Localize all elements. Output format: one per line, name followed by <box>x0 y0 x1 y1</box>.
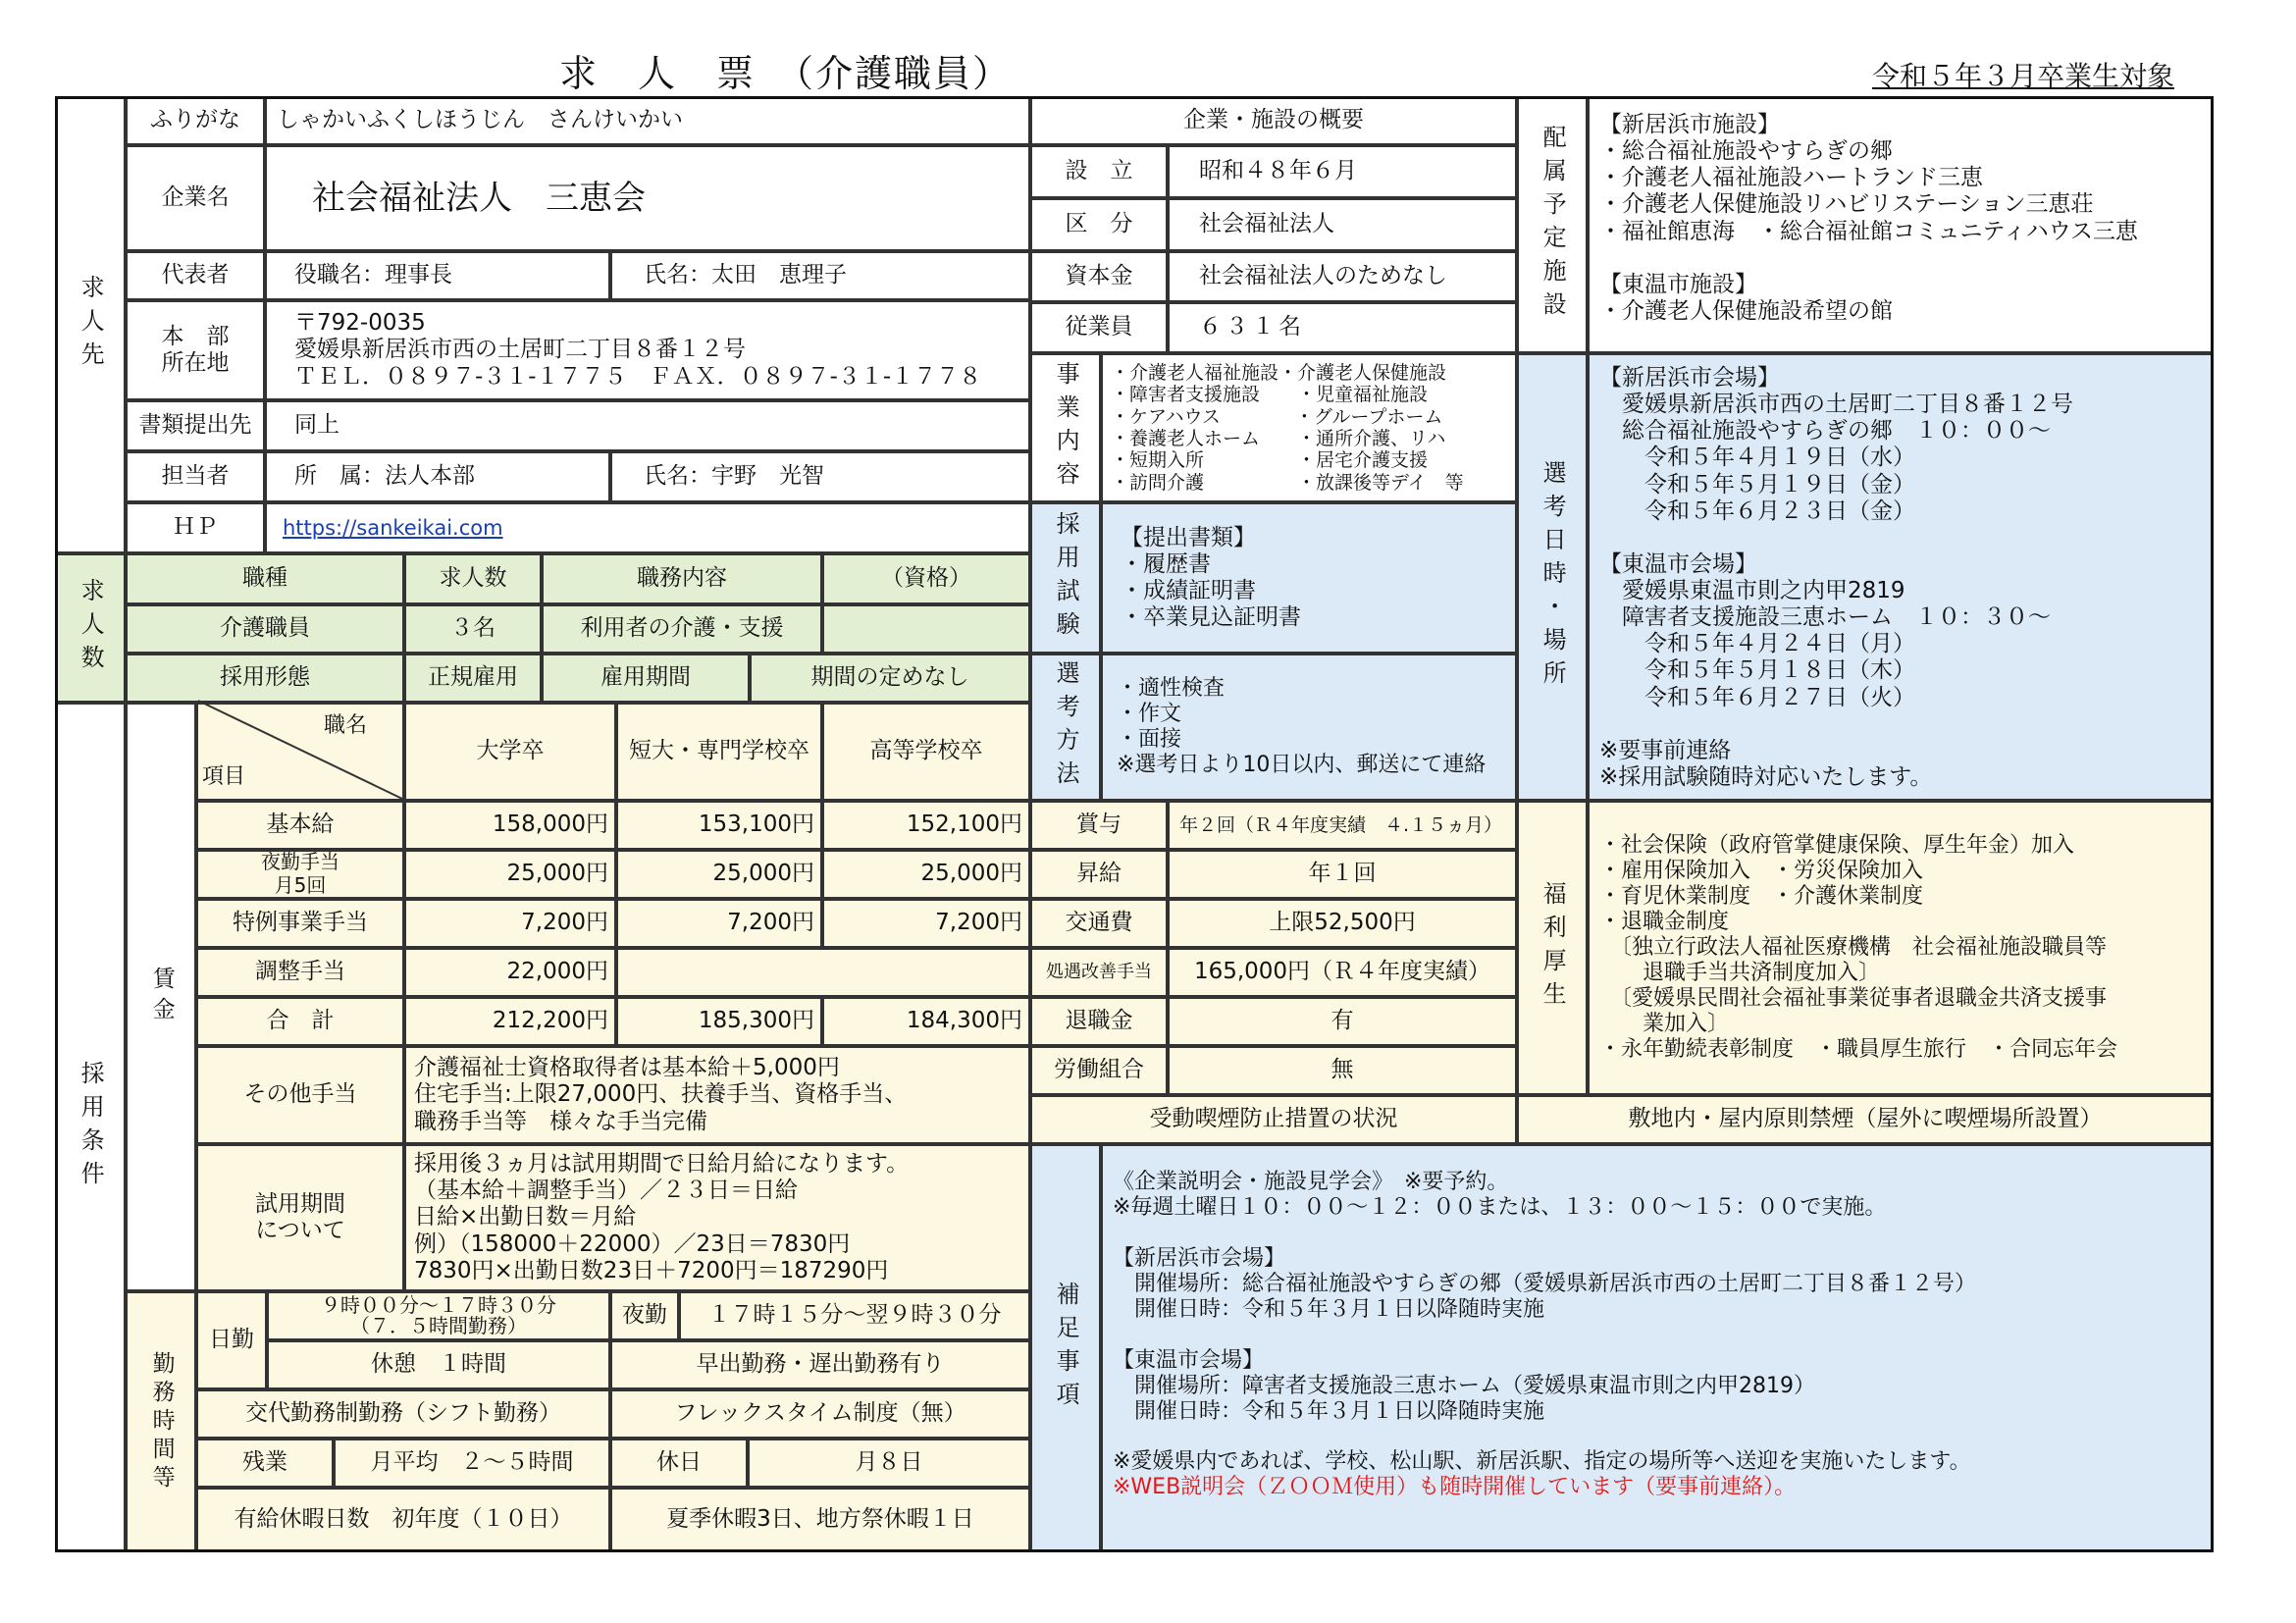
other-allowance-label: その他手当 <box>196 1046 404 1144</box>
wage-cell: 158,000円 <box>404 801 616 850</box>
bonus-value: 年２回（Ｒ４年度実績 ４.１５ヵ月） <box>1168 801 1517 850</box>
count-value: ３名 <box>404 604 542 654</box>
adjust-label: 調整手当 <box>196 948 404 997</box>
docs-value: 同上 <box>265 400 1030 451</box>
smoking-value: 敷地内・屋内原則禁煙（屋外に喫煙場所設置） <box>1517 1095 2214 1144</box>
hq-address: 〒792-0035 愛媛県新居浜市西の土居町二丁目８番１２号 ＴＥＬ．０８９７-３１-１７７５ ＦＡＸ．０８９７-３１-１７７８ <box>265 300 1030 400</box>
assignment-value: 【新居浜市施設】 ・総合福祉施設やすらぎの郷 ・介護老人福祉施設ハートランド三恵 ・介護老人保健施設リハビリステーション三恵荘 ・福祉館恵海 ・総合福祉館コミュニティハウス三恵 【東温市施設】 ・介護老人保健施設希望の館 <box>1588 96 2214 353</box>
hp-link[interactable]: https://sankeikai.com <box>265 502 1030 553</box>
employment-form-label: 採用形態 <box>126 654 404 703</box>
capital-value: 社会福祉法人のためなし <box>1168 251 1517 302</box>
hq-label: 本 部 所在地 <box>126 300 265 400</box>
wage-label: 賃金 <box>126 703 196 1291</box>
early-late-value: 早出勤務・遅出勤務有り <box>610 1340 1030 1389</box>
overview-header: 企業・施設の概要 <box>1030 96 1517 145</box>
paid-leave-value: 有給休暇日数 初年度（１０日） <box>196 1488 610 1552</box>
employment-period-label: 雇用期間 <box>542 654 750 703</box>
contact-name: 氏名：宇野 光智 <box>610 451 1030 502</box>
retirement-label: 退職金 <box>1030 997 1168 1046</box>
break-value: 休憩 １時間 <box>267 1340 610 1389</box>
duty-value: 利用者の介護・支援 <box>542 604 822 654</box>
wage-cell: 7,200円 <box>822 899 1030 948</box>
wage-cell: 25,000円 <box>822 850 1030 899</box>
night-shift-label: 夜勤 <box>610 1291 679 1340</box>
overtime-value: 月平均 ２～５時間 <box>334 1439 610 1488</box>
furigana-value: しゃかいふくしほうじん さんけいかい <box>265 96 1030 145</box>
raise-label: 昇給 <box>1030 850 1168 899</box>
founded-value: 昭和４８年６月 <box>1168 145 1517 198</box>
qual-header: （資格） <box>822 553 1030 604</box>
employment-period-value: 期間の定めなし <box>750 654 1030 703</box>
other-allowance-value: 介護福祉士資格取得者は基本給＋5,000円 住宅手当:上限27,000円、扶養手当、資格手当、 職務手当等 様々な手当完備 <box>404 1046 1030 1144</box>
day-shift-value: ９時００分～１７時３０分 （７．５時間勤務） <box>267 1291 610 1340</box>
wage-cell: 25,000円 <box>404 850 616 899</box>
day-shift-label: 日勤 <box>196 1291 267 1389</box>
adjust-value: 22,000円 <box>404 948 616 997</box>
shift-work-value: 交代勤務制勤務（シフト勤務） <box>196 1389 610 1439</box>
holiday-value: 月８日 <box>748 1439 1030 1488</box>
smoking-label: 受動喫煙防止措置の状況 <box>1030 1095 1517 1144</box>
company-name-label: 企業名 <box>126 145 265 251</box>
notes-label: 補足事項 <box>1030 1144 1101 1552</box>
trial-label: 試用期間 について <box>196 1144 404 1291</box>
type-label: 区 分 <box>1030 198 1168 251</box>
representative-label: 代表者 <box>126 251 265 300</box>
adjust-empty <box>616 948 1030 997</box>
notes-web: ※WEB説明会（ＺＯＯＭ使用）も随時開催しています（要事前連絡）。 <box>1113 1475 1797 1500</box>
count-header: 求人数 <box>404 553 542 604</box>
wage-cell: 152,100円 <box>822 801 1030 850</box>
wage-row-label: 基本給 <box>196 801 404 850</box>
hp-label: ＨＰ <box>126 502 265 553</box>
wage-cell: 25,000円 <box>616 850 822 899</box>
col-university: 大学卒 <box>404 703 616 801</box>
representative-name: 氏名：太田 恵理子 <box>610 251 1030 300</box>
assignment-label: 配属予定施設 <box>1517 96 1588 353</box>
union-label: 労働組合 <box>1030 1046 1168 1095</box>
col-highschool: 高等学校卒 <box>822 703 1030 801</box>
contact-dept: 所 属：法人本部 <box>265 451 610 502</box>
notes-text: 《企業説明会・施設見学会》 ※要予約。 ※毎週土曜日１０：００～１２：００または、１３：００～１５：００で実施。 【新居浜市会場】 開催場所：総合福祉施設やすらぎの郷（愛媛県新居浜市西の土居町二丁目８番１２号） 開催日時：令和５年３月１日以降随時実施 【東温市会場】 開催場所：障害者支援施設三恵ホーム（愛媛県東温市則之内甲2819） 開催日時：令和５年３月１日以降随時実施 ※愛媛県内であれば、学校、松山駅、新居浜駅、指定の場所等へ送迎を実施いたします。 <box>1113 1170 1977 1475</box>
duty-header: 職務内容 <box>542 553 822 604</box>
wage-cell: 7,200円 <box>616 899 822 948</box>
job-value: 介護職員 <box>126 604 404 654</box>
company-name: 社会福祉法人 三恵会 <box>265 145 1030 251</box>
dates-value: 【新居浜市会場】 愛媛県新居浜市西の土居町二丁目８番１２号 総合福祉施設やすらぎの郷 １０：００～ 令和５年４月１９日（水） 令和５年５月１９日（金） 令和５年６月２３日（金） 【東温市会場】 愛媛県東温市則之内甲2819 障害者支援施設三恵ホーム １０：３０～ 令和５年４月２４日（月） 令和５年５月１８日（木） 令和５年６月２７日（火） ※要事前連絡 ※採用試験随時対応いたします。 <box>1588 353 2214 801</box>
wage-row-label: 特例事業手当 <box>196 899 404 948</box>
treatment-value: 165,000円（Ｒ４年度実績） <box>1168 948 1517 997</box>
union-value: 無 <box>1168 1046 1517 1095</box>
employees-value: ６３１名 <box>1168 302 1517 353</box>
bonus-label: 賞与 <box>1030 801 1168 850</box>
total-cell: 184,300円 <box>822 997 1030 1046</box>
welfare-value: ・社会保険（政府管掌健康保険、厚生年金）加入 ・雇用保険加入 ・労災保険加入 ・育児休業制度 ・介護休業制度 ・退職金制度 〔独立行政法人福祉医療機構 社会福祉施設職員等 退職手当共済制度加入〕 〔愛媛県民間社会福祉事業従事者退職金共済支援事 業加入〕 ・永年勤続表彰制度 ・職員厚生旅行 ・合同忘年会 <box>1588 801 2214 1095</box>
welfare-label: 福利厚生 <box>1517 801 1588 1095</box>
total-label: 合 計 <box>196 997 404 1046</box>
retirement-value: 有 <box>1168 997 1517 1046</box>
dates-label: 選考日時・場所 <box>1517 353 1588 801</box>
notes-body <box>1101 1144 2214 1552</box>
section-openings: 求人数 <box>55 553 126 703</box>
business-value: ・介護老人福祉施設・介護老人保健施設 ・障害者支援施設 ・児童福祉施設 ・ケアハウス ・グループホーム ・養護老人ホーム ・通所介護、リハ ・短期入所 ・居宅介護支援 ・訪問介護 ・放課後等デイ 等 <box>1101 353 1517 502</box>
hours-label: 勤務時間等 <box>126 1291 196 1552</box>
wage-row-label: 夜勤手当 月5回 <box>196 850 404 899</box>
section-employer: 求人先 <box>55 96 126 553</box>
representative-title: 役職名：理事長 <box>265 251 610 300</box>
employment-form-value: 正規雇用 <box>404 654 542 703</box>
contact-label: 担当者 <box>126 451 265 502</box>
job-header: 職種 <box>126 553 404 604</box>
docs-label: 書類提出先 <box>126 400 265 451</box>
diag-top-label: 職名 <box>324 713 368 738</box>
employees-label: 従業員 <box>1030 302 1168 353</box>
section-conditions: 採用条件 <box>55 703 126 1552</box>
target-label: 令和５年３月卒業生対象 <box>1872 60 2175 92</box>
treatment-label: 処遇改善手当 <box>1030 948 1168 997</box>
night-shift-value: １７時１５分～翌９時３０分 <box>679 1291 1030 1340</box>
commute-label: 交通費 <box>1030 899 1168 948</box>
furigana-label: ふりがな <box>126 96 265 145</box>
flextime-value: フレックスタイム制度（無） <box>610 1389 1030 1439</box>
holiday-label: 休日 <box>610 1439 748 1488</box>
overtime-label: 残業 <box>196 1439 334 1488</box>
col-college: 短大・専門学校卒 <box>616 703 822 801</box>
commute-value: 上限52,500円 <box>1168 899 1517 948</box>
method-value: ・適性検査 ・作文 ・面接 ※選考日より10日以内、郵送にて連絡 <box>1101 654 1517 801</box>
exam-docs: 【提出書類】 ・履歴書 ・成績証明書 ・卒業見込証明書 <box>1101 502 1517 654</box>
trial-value: 採用後３ヵ月は試用期間で日給月給になります。 （基本給＋調整手当）／２３日＝日給 日給×出勤日数＝月給 例）（158000＋22000）／23日＝7830円 7830円×出勤日数23日＋7200円＝187290円 <box>404 1144 1030 1291</box>
raise-value: 年１回 <box>1168 850 1517 899</box>
wage-cell: 153,100円 <box>616 801 822 850</box>
business-label: 事業内容 <box>1030 353 1101 502</box>
qual-value <box>822 604 1030 654</box>
total-cell: 212,200円 <box>404 997 616 1046</box>
founded-label: 設 立 <box>1030 145 1168 198</box>
total-cell: 185,300円 <box>616 997 822 1046</box>
wage-cell: 7,200円 <box>404 899 616 948</box>
capital-label: 資本金 <box>1030 251 1168 302</box>
page-title: 求 人 票 （介護職員） <box>559 52 1013 95</box>
diag-bottom-label: 項目 <box>202 764 246 789</box>
type-value: 社会福祉法人 <box>1168 198 1517 251</box>
summer-leave-value: 夏季休暇3日、地方祭休暇１日 <box>610 1488 1030 1552</box>
exam-label: 採用試験 <box>1030 502 1101 654</box>
method-label: 選考方法 <box>1030 654 1101 801</box>
